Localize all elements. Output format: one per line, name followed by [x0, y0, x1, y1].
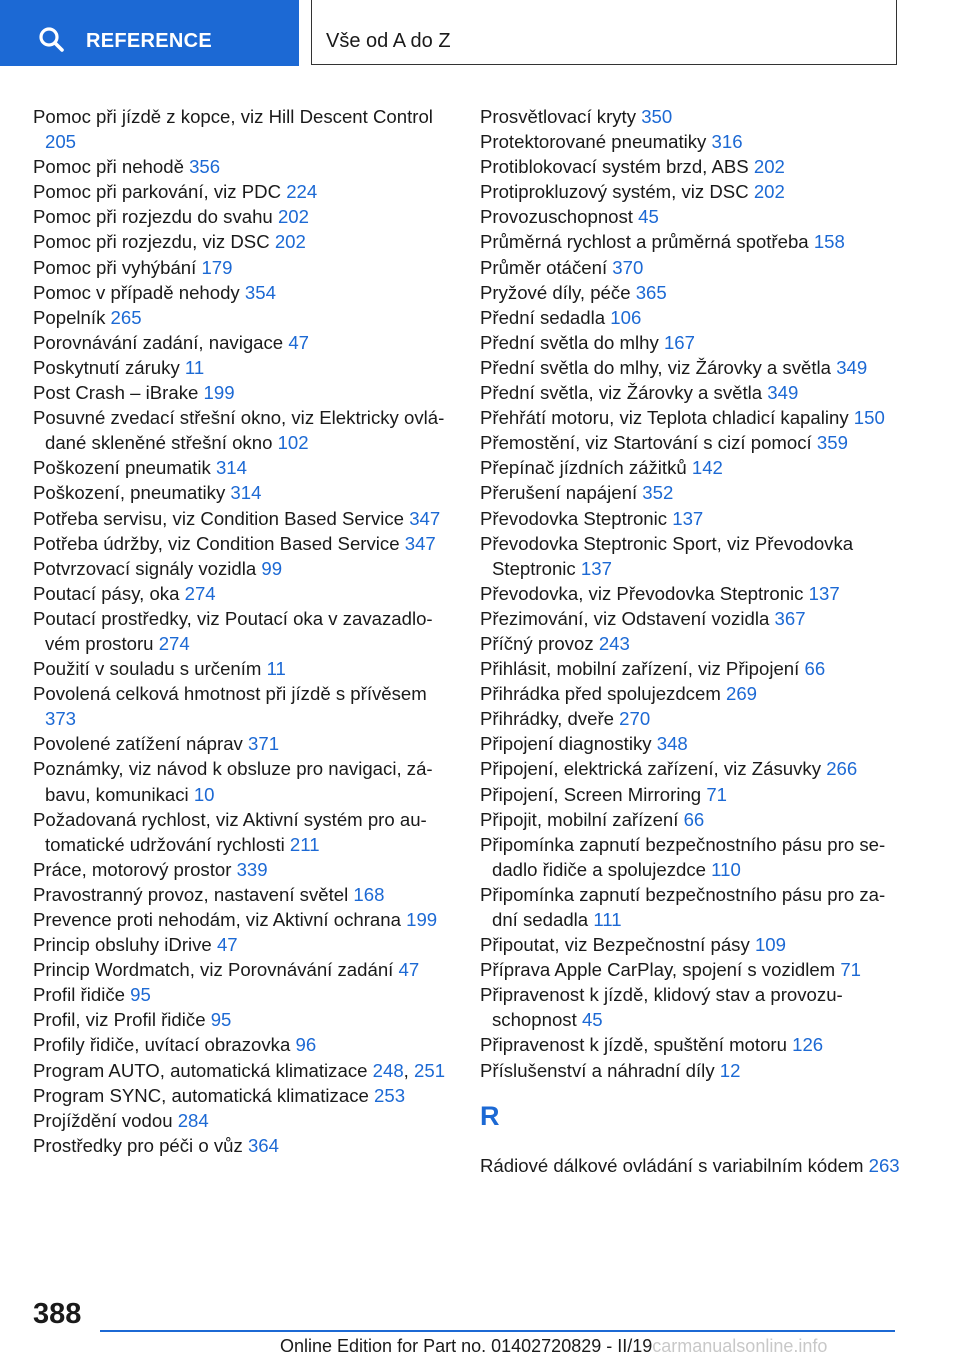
entry-term: Připomínka zapnutí bezpečnostního pásu pro zadní sedadla: [480, 883, 886, 930]
index-entry: [480, 807, 900, 832]
index-entry: [480, 129, 900, 154]
entry-term: Přehřátí motoru, viz Teplota chladicí kapaliny: [480, 407, 849, 429]
page-link[interactable]: 179: [201, 256, 233, 278]
page-link[interactable]: 71: [706, 783, 728, 805]
index-entry: [33, 104, 453, 154]
entry-term: Převodovka Steptronic: [480, 507, 668, 529]
entry-term: Popelník: [33, 306, 106, 328]
page-link[interactable]: 137: [580, 557, 612, 579]
entry-term: Přerušení napájení: [480, 482, 638, 504]
page-link[interactable]: 96: [295, 1034, 317, 1056]
page-link[interactable]: 269: [725, 683, 758, 705]
page-link[interactable]: 352: [642, 482, 674, 504]
index-entry: [33, 1083, 453, 1108]
page-link[interactable]: 349: [767, 382, 799, 404]
index-entry: [480, 506, 900, 531]
index-entry: [480, 330, 900, 355]
entry-term: Poškození pneumatik: [33, 457, 211, 479]
page-link[interactable]: 350: [641, 106, 673, 127]
entry-term: Připomínka zapnutí bezpečnostního pásu pro sedadlo řidiče a spolujezdce: [480, 833, 886, 880]
index-entry: [480, 681, 900, 706]
page-link[interactable]: 316: [711, 131, 743, 153]
index-entry: [33, 305, 453, 330]
entry-term: Průměrná rychlost a průměrná spotřeba: [480, 231, 809, 253]
entry-term: Připoutat, viz Bezpečnostní pásy: [480, 934, 750, 956]
entry-term: Post Crash – iBrake: [33, 382, 199, 404]
index-entry: [480, 957, 900, 982]
index-entry: [33, 405, 453, 455]
entry-term: Pomoc při jízdě z kopce, viz Hill Descent Control: [33, 106, 433, 127]
entry-term: Potřeba servisu, viz Condition Based Service: [33, 507, 405, 529]
page-link[interactable]: 109: [754, 934, 786, 956]
section-heading-r: R: [480, 1100, 500, 1131]
page-link[interactable]: 47: [216, 934, 238, 956]
page-link[interactable]: 137: [672, 507, 704, 529]
page-link[interactable]: 371: [248, 733, 280, 755]
entry-term: Připravenost k jízdě, spuštění motoru: [480, 1034, 787, 1056]
index-entry: [33, 957, 453, 982]
entry-term: Přemostění, viz Startování s cizí pomocí: [480, 432, 812, 454]
entry-term: Princip Wordmatch, viz Porovnávání zadání: [33, 959, 394, 981]
page-link[interactable]: 248: [372, 1059, 404, 1081]
entry-term: Přední světla do mlhy: [480, 331, 659, 353]
page-link[interactable]: 367: [774, 607, 806, 629]
index-entry: [480, 932, 900, 957]
page-link[interactable]: 370: [612, 256, 644, 278]
page-link[interactable]: 270: [619, 708, 651, 730]
index-entry: [480, 882, 900, 932]
page-link[interactable]: 66: [804, 658, 826, 680]
footer-edition: Online Edition for Part no. 01402720829 - II/19: [280, 1336, 653, 1356]
entry-term: Pravostranný provoz, nastavení světel: [33, 883, 349, 905]
entry-term: Přední sedadla: [480, 306, 606, 328]
index-entry: [480, 656, 900, 681]
entry-term: Prevence proti nehodám, viz Aktivní ochrana: [33, 909, 401, 930]
entry-term: Připojení, Screen Mirroring: [480, 783, 702, 805]
page-link[interactable]: 102: [277, 432, 309, 454]
entry-term: Použití v souladu s určením: [33, 658, 262, 680]
page-link[interactable]: 45: [581, 1009, 603, 1031]
index-entry: [33, 330, 453, 355]
entry-term: Pryžové díly, péče: [480, 281, 631, 303]
page-link[interactable]: 265: [110, 306, 142, 328]
page-link[interactable]: 347: [409, 507, 441, 529]
page-link[interactable]: 211: [289, 833, 320, 855]
entry-term: Rádiové dálkové ovládání s variabilním kódem: [480, 1154, 864, 1176]
index-entry: [33, 280, 453, 305]
entry-term: Poškození, pneumatiky: [33, 482, 226, 504]
entry-term: Prostředky pro péči o vůz: [33, 1134, 243, 1156]
page-link[interactable]: 274: [158, 632, 190, 654]
page-link[interactable]: 47: [288, 331, 310, 353]
entry-term: Příslušenství a náhradní díly: [480, 1059, 715, 1081]
index-entry: [480, 782, 900, 807]
index-entry: [480, 1153, 900, 1178]
page-link[interactable]: 359: [816, 432, 848, 454]
index-entry: [33, 681, 453, 731]
entry-term: Příprava Apple CarPlay, spojení s vozidlem: [480, 959, 836, 981]
index-entry: [33, 606, 453, 656]
index-entry: [480, 1058, 900, 1083]
entry-term: Průměr otáčení: [480, 256, 608, 278]
page-link[interactable]: 348: [656, 733, 688, 755]
index-entry: [480, 756, 900, 781]
page-link[interactable]: 284: [177, 1109, 209, 1131]
entry-term: Příčný provoz: [480, 632, 594, 654]
index-entry: [480, 606, 900, 631]
page-link[interactable]: 364: [247, 1134, 279, 1156]
index-entry: [33, 255, 453, 280]
index-entry: [33, 355, 453, 380]
index-entry: Program AUTO, automatická klimatizace 248, 251: [33, 1059, 446, 1081]
index-entry: [480, 430, 900, 455]
page-link[interactable]: 274: [184, 582, 216, 604]
entry-term: Přihlásit, mobilní zařízení, viz Připojení: [480, 658, 800, 680]
page-link[interactable]: 11: [266, 658, 286, 680]
index-entry: [480, 832, 900, 882]
page-link[interactable]: 47: [398, 959, 420, 981]
index-column-left: [33, 104, 453, 1158]
index-entry: [33, 756, 453, 806]
index-entry: [33, 531, 453, 556]
page-link[interactable]: 167: [663, 331, 695, 353]
index-entry: [33, 932, 453, 957]
search-icon: [38, 26, 64, 52]
page-link[interactable]: 71: [840, 959, 862, 981]
page-link[interactable]: 137: [808, 582, 840, 604]
page-link[interactable]: 142: [691, 457, 723, 479]
index-entry: [480, 255, 900, 280]
index-entry: [480, 631, 900, 656]
index-entry: [480, 179, 900, 204]
right-entries: [480, 104, 900, 1083]
index-entry: [33, 154, 453, 179]
page-link[interactable]: 373: [45, 708, 77, 730]
reference-label: REFERENCE: [86, 30, 213, 52]
page-link[interactable]: 202: [753, 156, 785, 178]
index-entry: [33, 807, 453, 857]
entry-term: Profil, viz Profil řidiče: [33, 1009, 206, 1031]
entry-term: Poutací pásy, oka: [33, 582, 180, 604]
page-number: 388: [33, 1298, 82, 1330]
entry-term: Připojení, elektrická zařízení, viz Zásuvky: [480, 758, 822, 780]
entry-term: Převodovka, viz Převodovka Steptronic: [480, 582, 804, 604]
index-entry: [480, 229, 900, 254]
entry-term: Pomoc v případě nehody: [33, 281, 240, 303]
entry-term: Poskytnutí záruky: [33, 356, 180, 378]
entry-term: Pomoc při rozjezdu, viz DSC: [33, 231, 270, 253]
page-link[interactable]: 106: [610, 306, 642, 328]
page-link[interactable]: 347: [404, 532, 436, 554]
entry-term: Princip obsluhy iDrive: [33, 934, 212, 956]
index-entry: [480, 731, 900, 756]
page-link[interactable]: 365: [635, 281, 667, 303]
page-link[interactable]: 11: [184, 356, 205, 378]
page-header: [0, 0, 960, 68]
entry-term: Přepínač jízdních zážitků: [480, 457, 687, 479]
index-entry: [480, 1032, 900, 1057]
page-link[interactable]: 95: [130, 984, 151, 1006]
page-link[interactable]: 253: [374, 1084, 406, 1106]
entry-term: Připravenost k jízdě, klidový stav a provozuschopnost: [480, 984, 843, 1031]
index-column-right: [480, 104, 900, 1178]
index-entry: [33, 731, 453, 756]
footer: [280, 1336, 827, 1357]
index-entry: [480, 380, 900, 405]
page-link[interactable]: 339: [236, 858, 268, 880]
page-link[interactable]: 110: [711, 858, 741, 880]
index-entry: [33, 380, 453, 405]
entry-term: Projíždění vodou: [33, 1109, 173, 1131]
index-entry: [33, 1032, 453, 1057]
index-entry: [33, 656, 453, 681]
section-r-entries: [480, 1153, 900, 1178]
index-entry: [480, 355, 900, 380]
entry-term: Povolené zatížení náprav: [33, 733, 243, 755]
page-link[interactable]: 66: [683, 808, 705, 830]
entry-term: Program AUTO, automatická klimatizace: [33, 1059, 368, 1081]
entry-term: Poznámky, viz návod k obsluze pro navigaci, zábavu, komunikaci: [33, 758, 433, 805]
entry-term: Práce, motorový prostor: [33, 858, 232, 880]
page-link[interactable]: 202: [753, 181, 785, 203]
index-entry: [480, 706, 900, 731]
entry-term: Přihrádka před spolujezdcem: [480, 683, 721, 705]
page-link[interactable]: 150: [853, 407, 885, 429]
index-entry: [33, 857, 453, 882]
entry-term: Profily řidiče, uvítací obrazovka: [33, 1034, 291, 1056]
entry-term: Povolená celková hmotnost při jízdě s přívěsem: [33, 683, 427, 705]
page-link[interactable]: 168: [353, 883, 385, 905]
index-entry: [480, 531, 900, 581]
page-link[interactable]: 356: [189, 156, 221, 178]
entry-term: Posuvné zvedací střešní okno, viz Elektricky ovládané skleněné střešní okno: [33, 407, 445, 454]
entry-term: Připojení diagnostiky: [480, 733, 652, 755]
entry-term: Protektorované pneumatiky: [480, 131, 707, 153]
entry-term: Přední světla do mlhy, viz Žárovky a světla: [480, 356, 832, 378]
footer-divider: [100, 1330, 895, 1332]
page-link[interactable]: 349: [836, 356, 868, 378]
index-entry: [480, 154, 900, 179]
entry-term: Přední světla, viz Žárovky a světla: [480, 382, 763, 404]
index-entry: [480, 405, 900, 430]
index-entry: [33, 455, 453, 480]
entry-term: Potřeba údržby, viz Condition Based Service: [33, 532, 400, 554]
page-link[interactable]: 314: [215, 457, 247, 479]
index-entry: [33, 1108, 453, 1133]
page-link[interactable]: 158: [813, 231, 845, 253]
entry-term: Pomoc při rozjezdu do svahu: [33, 206, 273, 228]
entry-term: Prosvětlovací kryty: [480, 106, 637, 127]
entry-term: Přezimování, viz Odstavení vozidla: [480, 607, 770, 629]
page-link[interactable]: 266: [826, 758, 858, 780]
page-link[interactable]: 199: [203, 382, 235, 404]
page-link[interactable]: 45: [638, 206, 659, 228]
index-entry: [33, 907, 453, 932]
index-entry: [33, 556, 453, 581]
footer-site: carmanualsonline.info: [652, 1336, 828, 1356]
index-entry: [480, 982, 900, 1032]
index-entry: [33, 179, 453, 204]
page-link[interactable]: 99: [261, 557, 283, 579]
entry-term: Protiblokovací systém brzd, ABS: [480, 156, 749, 178]
index-entry: [480, 455, 900, 480]
page-link[interactable]: 263: [868, 1154, 900, 1176]
entry-term: Převodovka Steptronic Sport, viz Převodovka Steptronic: [480, 532, 854, 579]
page-link[interactable]: 95: [210, 1009, 232, 1031]
index-entry: [33, 506, 453, 531]
index-entry: [33, 204, 453, 229]
entry-term: Připojit, mobilní zařízení: [480, 808, 679, 830]
page-link[interactable]: 111: [593, 909, 622, 930]
page-link[interactable]: 202: [274, 231, 306, 253]
page-link[interactable]: 126: [792, 1034, 824, 1056]
entry-term: Pomoc při vyhýbání: [33, 256, 197, 278]
entry-term: Pomoc při parkování, viz PDC: [33, 181, 282, 203]
entry-term: Protiprokluzový systém, viz DSC: [480, 181, 749, 203]
index-entry: [480, 204, 900, 229]
page-link[interactable]: 243: [598, 632, 630, 654]
page-link[interactable]: 10: [193, 783, 215, 805]
page-link[interactable]: 12: [719, 1059, 741, 1081]
index-entry: [480, 480, 900, 505]
page-link[interactable]: 205: [45, 131, 77, 153]
page-link[interactable]: 202: [277, 206, 309, 228]
page-link[interactable]: 251: [414, 1059, 446, 1081]
index-entry: [480, 581, 900, 606]
entry-term: Program SYNC, automatická klimatizace: [33, 1084, 369, 1106]
index-entry: [33, 480, 453, 505]
entry-term: Potvrzovací signály vozidla: [33, 557, 257, 579]
entry-term: Přihrádky, dveře: [480, 708, 614, 730]
entry-term: Požadovaná rychlost, viz Aktivní systém pro automatické udržování rychlosti: [33, 808, 427, 855]
index-entry: [480, 305, 900, 330]
breadcrumb[interactable]: [311, 0, 897, 65]
entry-term: Provozuschopnost: [480, 206, 633, 228]
index-entry: [33, 882, 453, 907]
entry-term: Profil řidiče: [33, 984, 125, 1006]
index-entry: [33, 982, 453, 1007]
index-entry: [33, 1007, 453, 1032]
page-link[interactable]: 314: [230, 482, 262, 504]
index-entry: [33, 581, 453, 606]
reference-tab[interactable]: [0, 0, 299, 66]
page-link[interactable]: 199: [406, 909, 438, 930]
entry-term: Porovnávání zadání, navigace: [33, 331, 284, 353]
breadcrumb-label: Vše od A do Z: [326, 30, 451, 52]
index-entry: [33, 1133, 453, 1158]
page-link[interactable]: 224: [286, 181, 318, 203]
index-entry: [33, 229, 453, 254]
entry-term: Poutací prostředky, viz Poutací oka v zavazadlovém prostoru: [33, 607, 433, 654]
page-link[interactable]: 354: [244, 281, 276, 303]
entry-term: Pomoc při nehodě: [33, 156, 184, 178]
index-entry: [480, 280, 900, 305]
index-entry: [480, 104, 900, 129]
